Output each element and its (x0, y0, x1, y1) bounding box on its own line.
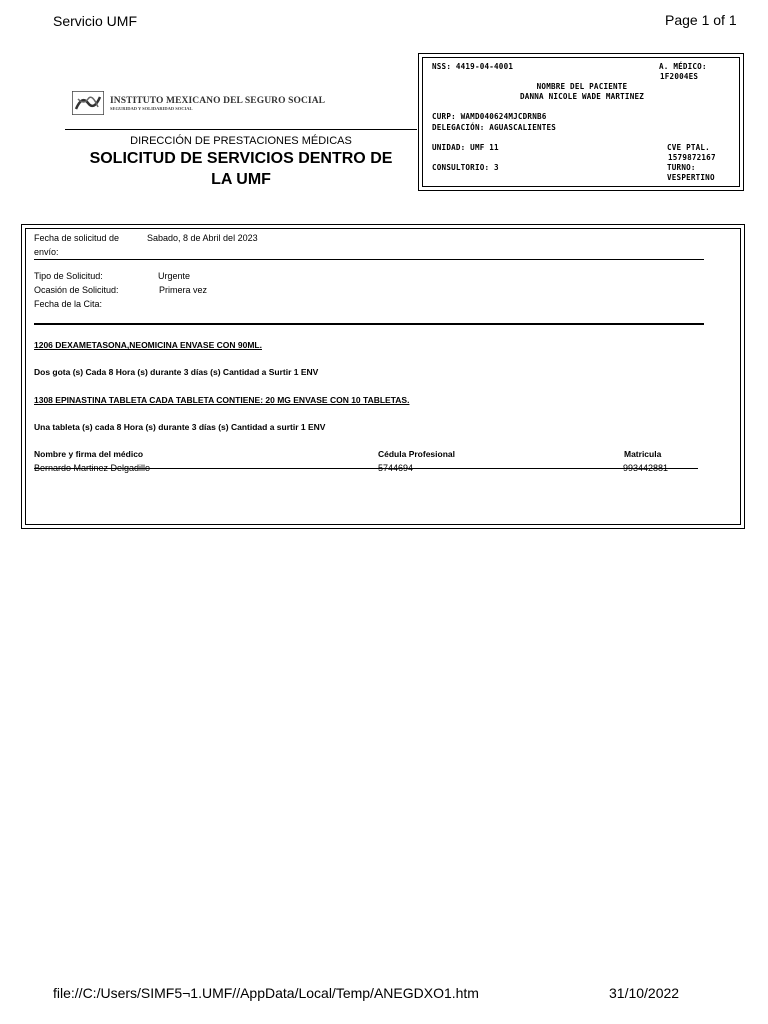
med1-title: 1206 DEXAMETASONA,NEOMICINA ENVASE CON 90ML. (34, 340, 262, 350)
form-title-line1: SOLICITUD DE SERVICIOS DENTRO DE (89, 150, 393, 167)
form-title-line2: LA UMF (211, 171, 271, 188)
footer-file-path: file://C:/Users/SIMF5¬1.UMF//AppData/Local/Temp/ANEGDXO1.htm (53, 985, 479, 1001)
fecha-solicitud-label: Fecha de solicitud de (34, 233, 120, 243)
matricula-label: Matricula (624, 449, 662, 459)
turno-label: TURNO: (667, 163, 696, 172)
a-medico-value: 1F2004ES (660, 72, 699, 81)
doctor-name: Bernardo Martinez Delgadillo (34, 463, 151, 473)
logo-subtitle: SEGURIDAD Y SOLIDARIDAD SOCIAL (110, 105, 193, 111)
signature-line (34, 468, 698, 469)
logo-title: INSTITUTO MEXICANO DEL SEGURO SOCIAL (110, 95, 326, 106)
cedula-label: Cédula Profesional (378, 449, 455, 459)
imss-logo (72, 91, 325, 115)
imss-emblem-icon (72, 91, 104, 115)
curp: CURP: WAMD040624MJCDRNB6 (432, 112, 547, 121)
ocasion-solicitud-label: Ocasión de Solicitud: (34, 285, 119, 295)
section-divider (34, 323, 704, 325)
dept-title: DIRECCIÓN DE PRESTACIONES MÉDICAS (130, 135, 352, 147)
delegacion: DELEGACIÓN: AGUASCALIENTES (432, 123, 557, 132)
unidad: UNIDAD: UMF 11 (432, 143, 499, 152)
med1-instructions: Dos gota (s) Cada 8 Hora (s) durante 3 días (s) Cantidad a Surtir 1 ENV (34, 367, 319, 377)
nss: NSS: 4419-04-4001 (432, 62, 514, 71)
footer-date: 31/10/2022 (609, 985, 680, 1001)
doctor-label: Nombre y firma del médico (34, 449, 144, 459)
fecha-solicitud-label-2: envío: (34, 247, 59, 257)
page-header-title: Servicio UMF (53, 13, 138, 29)
a-medico-label: A. MÉDICO: (659, 62, 707, 71)
page-number: Page 1 of 1 (665, 12, 737, 28)
cedula-value: 5744694 (378, 463, 414, 473)
fecha-divider (34, 259, 704, 260)
fecha-solicitud-value: Sabado, 8 de Abril del 2023 (147, 233, 258, 243)
matricula-value: 993442881 (623, 463, 669, 473)
med2-instructions: Una tableta (s) cada 8 Hora (s) durante 3 días (s) Cantidad a surtir 1 ENV (34, 422, 326, 432)
cve-ptal-label: CVE PTAL. (667, 143, 710, 152)
patient-name: DANNA NICOLE WADE MARTINEZ (519, 92, 645, 101)
header-divider (65, 129, 417, 130)
ocasion-solicitud-value: Primera vez (159, 285, 208, 295)
turno-value: VESPERTINO (667, 173, 715, 182)
consultorio: CONSULTORIO: 3 (432, 163, 499, 172)
patient-name-label: NOMBRE DEL PACIENTE (536, 82, 628, 91)
tipo-solicitud-label: Tipo de Solicitud: (34, 271, 103, 281)
fecha-cita-label: Fecha de la Cita: (34, 299, 103, 309)
tipo-solicitud-value: Urgente (158, 271, 191, 281)
cve-ptal-value: 1579872167 (668, 153, 716, 162)
med2-title: 1308 EPINASTINA TABLETA CADA TABLETA CONTIENE: 20 MG ENVASE CON 10 TABLETAS. (34, 395, 410, 405)
